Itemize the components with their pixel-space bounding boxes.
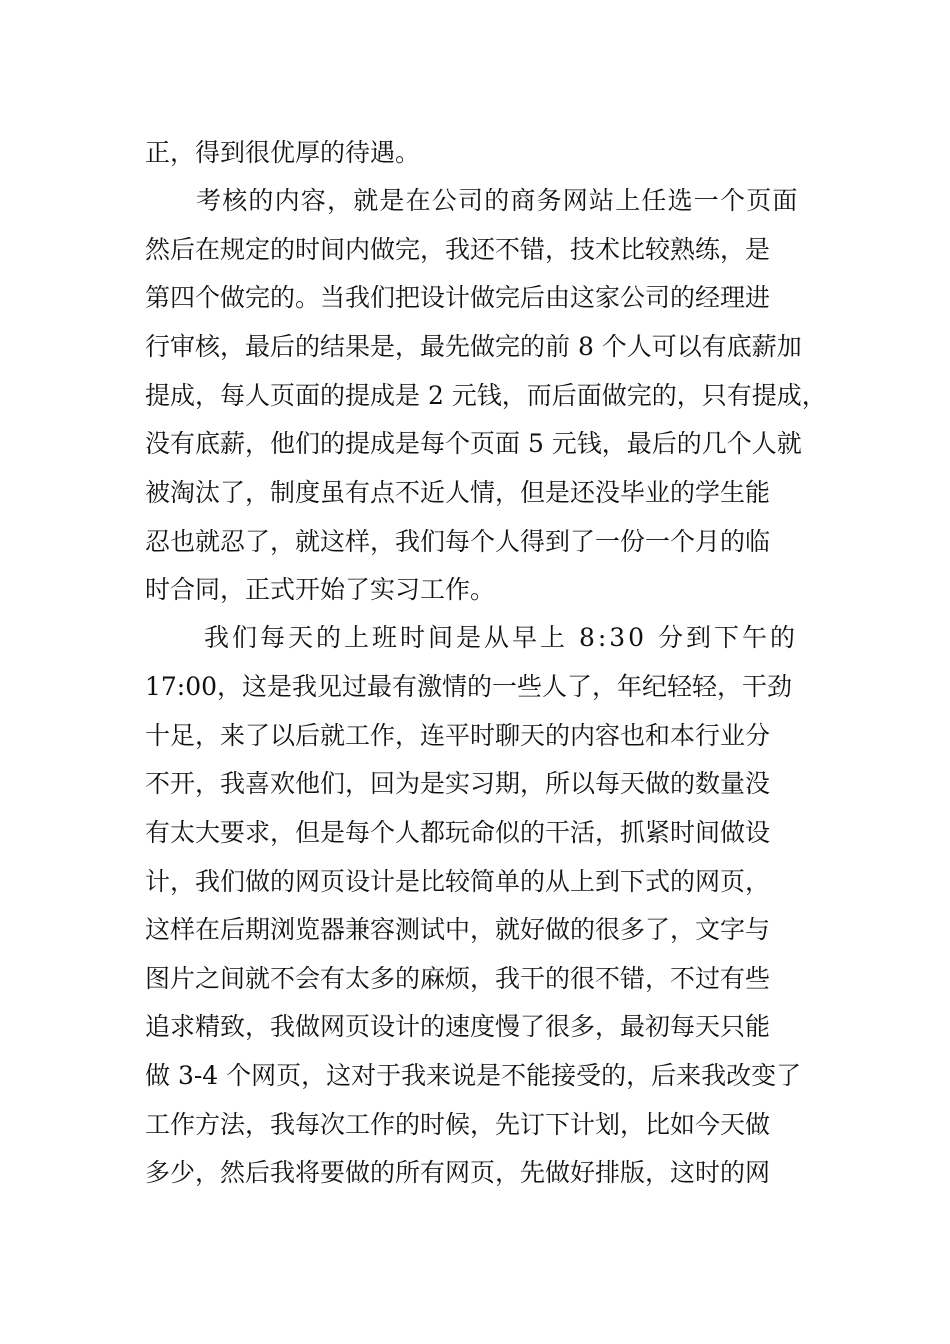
text-line: 被淘汰了，制度虽有点不近人情，但是还没毕业的学生能: [145, 478, 771, 507]
text-line: 追求精致，我做网页设计的速度慢了很多，最初每天只能: [145, 1012, 771, 1041]
text-line: 行审核，最后的结果是，最先做完的前 8 个人可以有底薪加: [145, 332, 802, 361]
text-line: 忍也就忍了，就这样，我们每个人得到了一份一个月的临: [145, 527, 771, 556]
text-line: 图片之间就不会有太多的麻烦，我干的很不错，不过有些: [145, 964, 771, 993]
text-line: 十足，来了以后就工作，连平时聊天的内容也和本行业分: [145, 721, 771, 750]
text-line: 正，得到很优厚的待遇。: [145, 138, 421, 167]
text-line: 然后在规定的时间内做完，我还不错，技术比较熟练，是: [145, 235, 771, 264]
text-line: 考核的内容，就是在公司的商务网站上任选一个页面: [196, 186, 799, 215]
text-line: 没有底薪，他们的提成是每个页面 5 元钱，最后的几个人就: [145, 429, 802, 458]
text-line: 多少，然后我将要做的所有网页，先做好排版，这时的网: [145, 1158, 771, 1187]
text-line: 17:00，这是我见过最有激情的一些人了，年纪轻轻，干劲: [145, 672, 793, 701]
text-line: 我们每天的上班时间是从早上 8:30 分到下午的: [204, 623, 799, 652]
text-line: 工作方法，我每次工作的时候，先订下计划，比如今天做: [145, 1110, 771, 1139]
text-line: 时合同，正式开始了实习工作。: [145, 575, 496, 604]
text-line: 计，我们做的网页设计是比较简单的从上到下式的网页，: [145, 867, 771, 896]
text-line: 这样在后期浏览器兼容测试中，就好做的很多了，文字与: [145, 915, 771, 944]
text-line: 做 3-4 个网页，这对于我来说是不能接受的，后来我改变了: [145, 1061, 802, 1090]
text-line: 提成，每人页面的提成是 2 元钱，而后面做完的，只有提成，: [145, 381, 827, 410]
text-line: 第四个做完的。当我们把设计做完后由这家公司的经理进: [145, 283, 771, 312]
text-line: 不开，我喜欢他们，回为是实习期，所以每天做的数量没: [145, 769, 771, 798]
text-line: 有太大要求，但是每个人都玩命似的干活，抓紧时间做设: [145, 818, 771, 847]
